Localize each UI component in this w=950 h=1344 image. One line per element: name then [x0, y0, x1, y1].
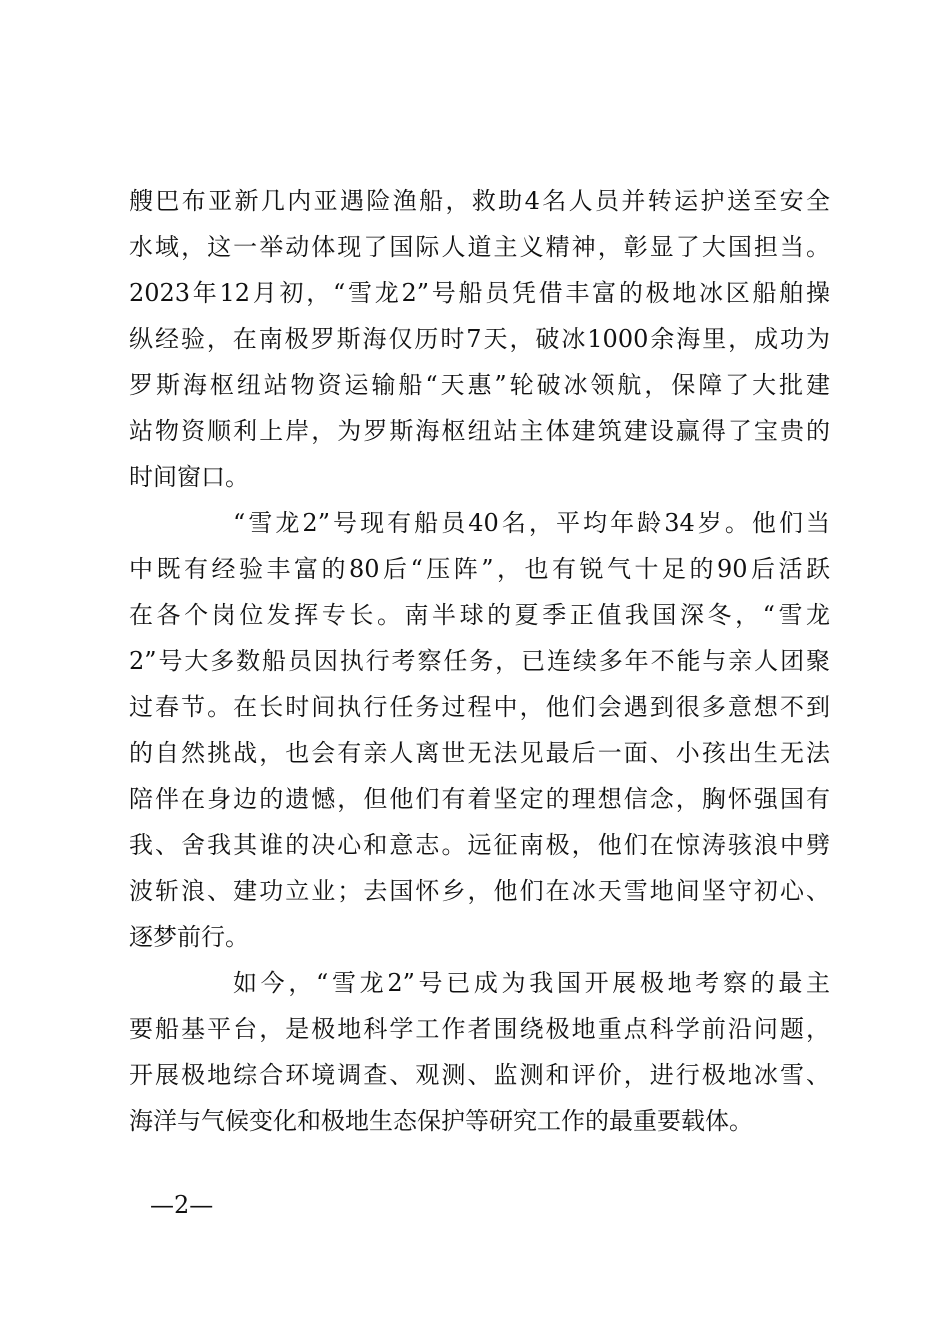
text-line: 中既有经验丰富的80后“压阵”，也有锐气十足的90后活跃	[129, 555, 830, 583]
body-text	[129, 178, 830, 1144]
text-line: 纵经验，在南极罗斯海仅历时7天，破冰1000余海里，成功为	[129, 325, 830, 353]
text-line: 艘巴布亚新几内亚遇险渔船，救助4名人员并转运护送至安全	[129, 187, 830, 215]
text-line: 罗斯海枢纽站物资运输船“天惠”轮破冰领航，保障了大批建	[129, 371, 830, 399]
text-line: 的自然挑战，也会有亲人离世无法见最后一面、小孩出生无法	[129, 739, 830, 767]
paragraph-1	[129, 178, 830, 500]
text-line: 陪伴在身边的遗憾，但他们有着坚定的理想信念，胸怀强国有	[129, 785, 830, 813]
text-line: 时间窗口。	[129, 463, 249, 491]
text-line: 水域，这一举动体现了国际人道主义精神，彰显了大国担当。	[129, 233, 830, 261]
paragraph-3	[129, 960, 830, 1144]
text-line: 在各个岗位发挥专长。南半球的夏季正值我国深冬，“雪龙	[129, 601, 830, 629]
text-line: 2023年12月初，“雪龙2”号船员凭借丰富的极地冰区船舶操	[129, 279, 830, 307]
paragraph-2	[129, 500, 830, 960]
text-line: 如今，“雪龙2”号已成为我国开展极地考察的最主	[233, 969, 830, 997]
text-line: 海洋与气候变化和极地生态保护等研究工作的最重要载体。	[129, 1107, 753, 1135]
text-line: “雪龙2”号现有船员40名，平均年龄34岁。他们当	[233, 509, 830, 537]
text-line: 开展极地综合环境调查、观测、监测和评价，进行极地冰雪、	[129, 1061, 830, 1089]
text-line: 2”号大多数船员因执行考察任务，已连续多年不能与亲人团聚	[129, 647, 830, 675]
text-line: 波斩浪、建功立业；去国怀乡，他们在冰天雪地间坚守初心、	[129, 877, 830, 905]
text-line: 站物资顺利上岸，为罗斯海枢纽站主体建筑建设赢得了宝贵的	[129, 417, 830, 445]
page-number: —2—	[150, 1191, 214, 1219]
text-line: 要船基平台，是极地科学工作者围绕极地重点科学前沿问题，	[129, 1015, 830, 1043]
text-line: 我、舍我其谁的决心和意志。远征南极，他们在惊涛骇浪中劈	[129, 831, 830, 859]
text-line: 过春节。在长时间执行任务过程中，他们会遇到很多意想不到	[129, 693, 830, 721]
text-line: 逐梦前行。	[129, 923, 249, 951]
